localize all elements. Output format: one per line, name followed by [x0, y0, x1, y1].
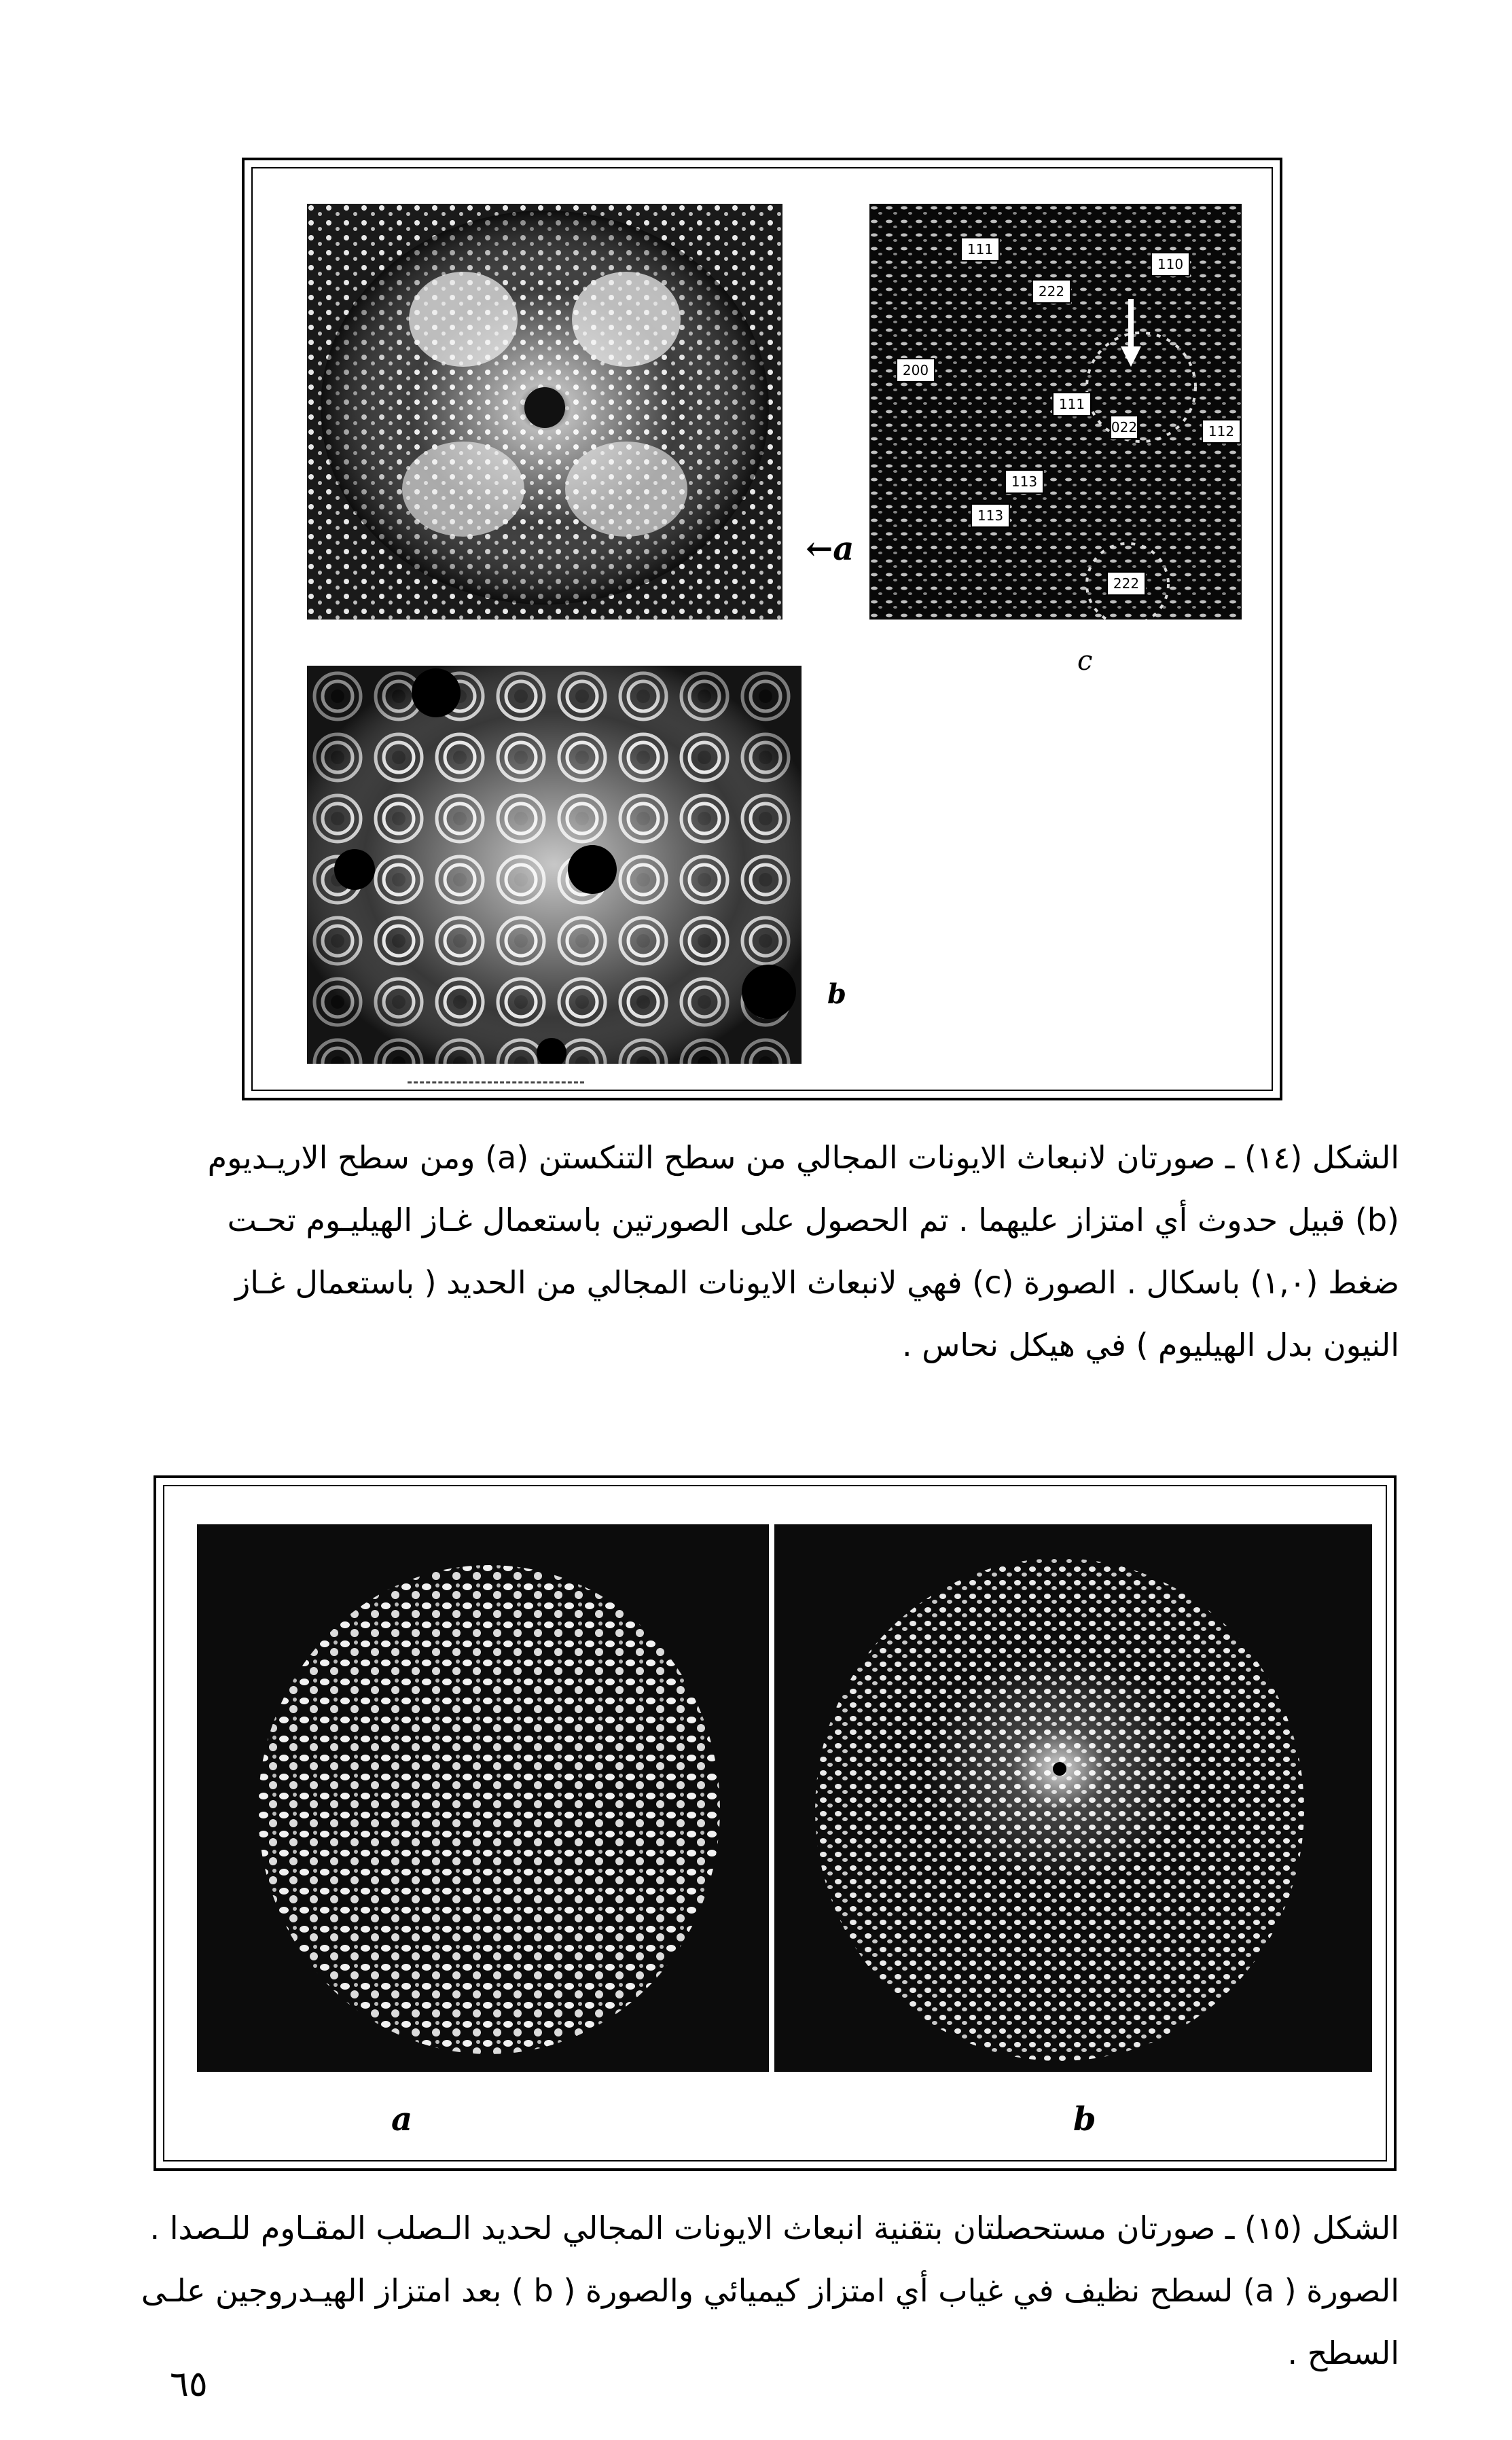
pattern-index-label: 113 — [977, 507, 1004, 524]
fim-image-iridium-pattern — [307, 666, 802, 1064]
figure-15-caption-line: الشكل (١٥) ـ صورتان مستحصلتان بتقنية انبعاث الايونات المجالي لحديد الـصلب المقـاوم للـصدا . — [149, 2210, 1399, 2246]
fim-image-steel-hydrogen-pattern — [774, 1524, 1372, 2072]
pattern-index-label: 110 — [1157, 256, 1184, 272]
figure-14-caption-line: الشكل (١٤) ـ صورتان لانبعاث الايونات المجالي من سطح التنكستن (a) ومن سطح الاريـديوم — [207, 1139, 1399, 1176]
fim-image-iron — [869, 204, 1242, 620]
figure-14-label-a: ←a — [806, 530, 854, 568]
pattern-index-label: 022 — [1111, 419, 1138, 435]
fim-image-steel-hydrogen — [774, 1524, 1372, 2072]
page-number: ٦٥ — [170, 2364, 208, 2405]
fim-image-iron-pattern — [869, 204, 1242, 620]
figure-15-caption — [122, 2197, 1399, 2384]
fim-image-tungsten — [307, 204, 782, 620]
figure-15-label-b: b — [1073, 2100, 1096, 2138]
figure-14-caption — [197, 1126, 1399, 1376]
fim-image-steel-clean-pattern — [197, 1524, 769, 2072]
figure-14-label-b: b — [827, 978, 846, 1010]
fim-image-iridium — [307, 666, 802, 1064]
pattern-index-label: 113 — [1011, 473, 1038, 490]
figure-15-label-a: a — [391, 2100, 413, 2138]
figure-15-caption-line: السطح . — [1287, 2335, 1399, 2371]
pattern-index-label: 222 — [1113, 575, 1140, 592]
arrow-left-icon: ← — [806, 530, 833, 568]
pattern-index-label: 112 — [1208, 423, 1235, 439]
figure-14-caption-line: النيون بدل الهيليوم ) في هيكل نحاس . — [901, 1327, 1399, 1363]
pattern-index-label: 200 — [902, 362, 929, 378]
pattern-index-label: 111 — [967, 241, 994, 257]
pattern-index-label: 111 — [1058, 396, 1085, 412]
figure-14-caption-line: (b) قبيل حدوث أي امتزاز عليهما . تم الحصول على الصورتين باستعمال غـاز الهيليـوم تحـت — [227, 1202, 1399, 1238]
fim-image-steel-clean — [197, 1524, 769, 2072]
pattern-index-label: 222 — [1038, 283, 1065, 300]
figure-15-caption-line: الصورة ( a) لسطح نظيف في غياب أي امتزاز كيميائي والصورة ( b ) بعد امتزاز الهيـدروجين علـى — [141, 2272, 1399, 2309]
figure-14-caption-line: ضغط (١,٠) باسكال . الصورة (c) فهي لانبعاث الايونات المجالي من الحديد ( باستعمال غـاز — [235, 1264, 1399, 1301]
fim-image-tungsten-pattern — [307, 204, 782, 620]
figure-14-label-c: c — [1077, 645, 1093, 677]
figure-14-divider — [408, 1081, 584, 1083]
